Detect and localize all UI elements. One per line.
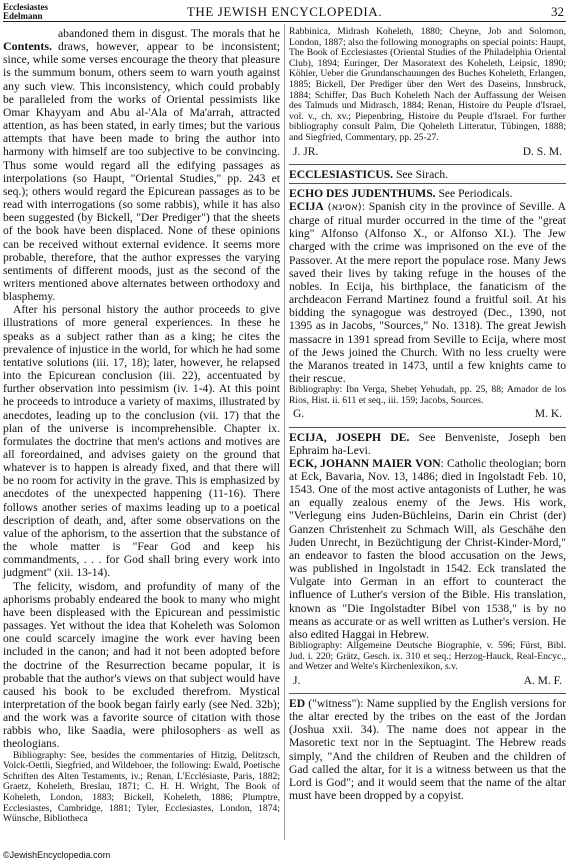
copyright-icon: © [3,850,10,860]
entry-divider [289,693,566,694]
bibliography-ecclesiastes: Bibliography: See, besides the commentaries of Hitzig, Delitzsch, Volck-Oettli, Siegfried, and Wildeboer, the following: Ewald, Poetische Schriften des Alten Testaments, iv.; Renan, L'Ecclésiaste, Paris, 1882; Graetz, Koheleth, Breslau, 1871; C. H. H. Wright, The Book of Koheleth, London, 1883; Bickell, Koheleth, 1886; Plumptre, Ecclesiastes, Cambridge, 1881; Tyler, Ecclesiastes, London, 1874; Wünsche, Bibliotheca [3,749,280,825]
entry-divider [289,164,566,165]
page-title: THE JEWISH ENCYCLOPEDIA. [186,4,383,19]
signature-right: D. S. M. [522,145,562,158]
entry-text: See Benveniste, Joseph ben Ephraim ha-Levi. [289,430,566,457]
entry-text: : Spanish city in the province of Seville. A charge of ritual murder occurred in the time of the "great king" Alfonso (Alfonso X., or Alfonso XI.). The Jew charged with the crime was imprisoned on the eve of the Passover. At the mere report the populace rose. Many Jews saved their lives by taking refuge in the houses of the nobles. In Ecija, his birthplace, the fanaticism of the archdeacon Ferrand Martinez found a fruitful soil. At his bidding the synagogue was destroyed (Dec., 1390, not 1395 as in Jacobs, "Sources," No. 1318). The great Jewish massacre in 1391 spread from Seville to Ecija, where most of the Jews joined the Church. With no less cruelty were the Maranos treated in 1473, until a few knights came to their rescue. [289,200,566,386]
paragraph-contents: After his personal history the author proceeds to give illustrations of more general experiences. In these he speaks as a subject rather than as a king; he cites the prevalence of injustice in the world, for which he had some tentative solutions (iii. 17, 18); later, however, he relapsed into the Epicurean conclusion (iii. 22), accentuated by further observation into pessimism (iv. 1-4). At this point he proceeds to introduce a variety of maxims, illustrated by anecdotes, leading up to the conclusion (vii. 17) that the plan of the universe is incomprehensible. Chapter ix. formulates the doctrine that men's actions and motives are all foreordained, and advises gaiety on the ground that whatever is to happen is already fixed, and that there will be no room for activity in the grave. This is emphasized by anecdotes of the unexpected happening (11-16). There follows another series of maxims leading up to a poetical description of death, and, after some observations on the value of the aphorism, to the assertion that the substance of the whole matter is "Fear God and keep his commandments, . . . for God shall bring every work into judgment" (xii. 13-14). [3,303,280,580]
entry-divider [289,427,566,428]
signature-right: A. M. F. [523,674,562,687]
entry-echo [289,187,566,200]
entry-text: See Periodicals. [435,186,513,200]
entry-divider [289,183,566,184]
site-footer[interactable] [3,850,110,860]
entry-heading: ECHO DES JUDENTHUMS. [289,186,436,200]
running-head-bottom: Edelmann [3,11,43,21]
entry-heading: ECCLESIASTICUS. [289,167,394,181]
entry-heading: ED [289,696,306,710]
signature-right: M. K. [534,408,562,421]
entry-ed [289,697,566,802]
paragraph-felicity: The felicity, wisdom, and profundity of many of the aphorisms probably endeared the book to many who might have been displeased with the Epicurean and pessimistic passages. Yet without the idea that Koheleth was Solomon one could scarcely imagine the work ever having been included in the canon; and had it not been adopted before the doctrine of the Resurrection became popular, it is probable that the author's views on that subject would have caused his book to be excluded therefrom. Mystical interpretation of the book began fairly early (see Ned. 32b); and the work was a favorite source of citation with those rabbis who, like Saadia, were philosophers as well as theologians. [3,579,280,751]
signature-left: J. JR. [293,145,319,158]
signature-left: G. [293,408,305,421]
right-column [289,27,566,802]
entry-text: See Sirach. [393,167,449,181]
column-divider [284,24,285,840]
entry-heading: ECK, JOHANN MAIER VON [289,456,441,470]
left-column [3,27,280,825]
footer-link[interactable]: JewishEncyclopedia.com [9,850,111,860]
entry-ecija [289,200,566,385]
entry-ecclesiasticus [289,168,566,181]
paragraph-morals [3,27,280,303]
entry-heading: ECIJA [289,200,324,213]
running-head-top: Ecclesiastes [3,2,48,12]
bibliography-continued: Rabbinica, Midrash Koheleth, 1880; Cheyne, Job and Solomon, London, 1887; also the following monographs on special points: Haupt, The Book of Ecclesiastes (Oriental Studies of the Philadelphia Oriental Club), 1894; Euringer, Der Masoratext des Koheleth, Leipsic, 1890; Köhler, Ueber die Grundanschauungen des Buches Koheleth, Erlangen, 1885; Bickell, Der Prediger über den Wert des Daseins, Innsbruck, 1884; Schiffer, Das Buch Koheleth Nach der Auffassung der Weisen des Talmuds und Midrasch, 1884; Renan, Histoire du Peuple d'Israel, vol. v., ch. xv.; Piepenbring, Histoire du Peuple d'Israel. For further bibliography consult Palm, Die Qoheleth Litteratur, Tübingen, 1888; and Siegfried, Commentary, pp. 25-27. [289,26,566,143]
bibliography-eck: Bibliography: Allgemeine Deutsche Biographie, v. 596; Fürst, Bibl. Jud. i. 220; Grätz, Gesch. ix. 310 et seq.; Herzog-Hauck, Real-Encyc., and Wetzer and Welte's Kirchenlexikon, s.v. [289,640,566,673]
signature-eck [289,673,566,691]
side-label-contents: Contents. [3,39,53,53]
signature-ecija [289,406,566,424]
page-header [3,2,566,22]
entry-text: ("witness"): Name supplied by the English versions for the altar erected by the tribes on the east of the Jordan (Joshua xxii. 34). The name does not appear in the Masoretic text nor in the Septuagint. The Hebrew reads simply, "And the children of Reuben and the children of Gad called the altar, for it is a witness between us that the Lord is God"; and it would seem that the name of the altar must have been dropped by a copyist. [289,696,566,803]
page-number: 32 [551,4,564,19]
entry-heading: ECIJA, JOSEPH DE. [289,430,410,444]
bibliography-ecija: Bibliography: Ibn Verga, Shebeṭ Yehudah, pp. 25, 88; Amador de los Rios, Hist. ii. 611 et seq., iii. 159; Jacobs, Sources. [289,384,566,406]
entry-ecija-joseph [289,431,566,457]
paragraph-morals-text: abandoned them in disgust. The morals that he draws, however, appear to be inconsistent; since, while some verses encourage the theory that pleasure is the summum bonum, others seem to warn youth against any such view. This inconsistency, which could probably be paralleled from the works of Oriental pessimists like Omar Khayyam and Abu al-'Ala of Ma'arrah, attracted attention, as has been stated, in early times; but the various attempts that have been made to bring the author into harmony with himself are too subjective to be convincing. Thus some would regard all the edifying passages as interpolations (so Haupt, "Oriental Studies," pp. 243 et seq.); others would regard the Epicurean passages as to be read with interrogations (so some rabbis), while it has also been suggested (by Bickell, "Der Prediger") that the sheets of the book have been displaced. None of these opinions can be received without external evidence. It seems more probable, therefore, that the author expresses the varying sentiments of different moods, just as the second of the writers mentioned above alternates between orthodoxy and blasphemy. [3,27,280,304]
entry-eck [289,457,566,641]
hebrew-name: (אסיגא) [327,202,362,213]
signature-left: J. [293,674,301,687]
entry-text: : Catholic theologian; born at Eck, Bavaria, Nov. 13, 1486; died in Ingolstadt Feb. 10, 1543. One of the most active antagonists of Luther, he was an equally zealous enemy of the Jews. His work, "Verlegung eins Juden-Büchleins, Darin ein Christ (der) Ganzen Christenheit zu Schmach Will, als Geschähe den Juden Unrecht, in Bezüchtigung der Christ-Kinder-Mord," an endeavor to fasten the blood accusation on the Jews, was published in Ingolstadt in 1542. Eck translated the Vulgate into German in an effort to counteract the influence of Luther's version of the Bible. His translation, known as "Die Ingolstadter Bibel von 1538," is by no means as accurate or as well written as Luther's version. He also edited Haggai in Hebrew. [289,456,566,641]
signature-ecclesiastes [289,144,566,162]
